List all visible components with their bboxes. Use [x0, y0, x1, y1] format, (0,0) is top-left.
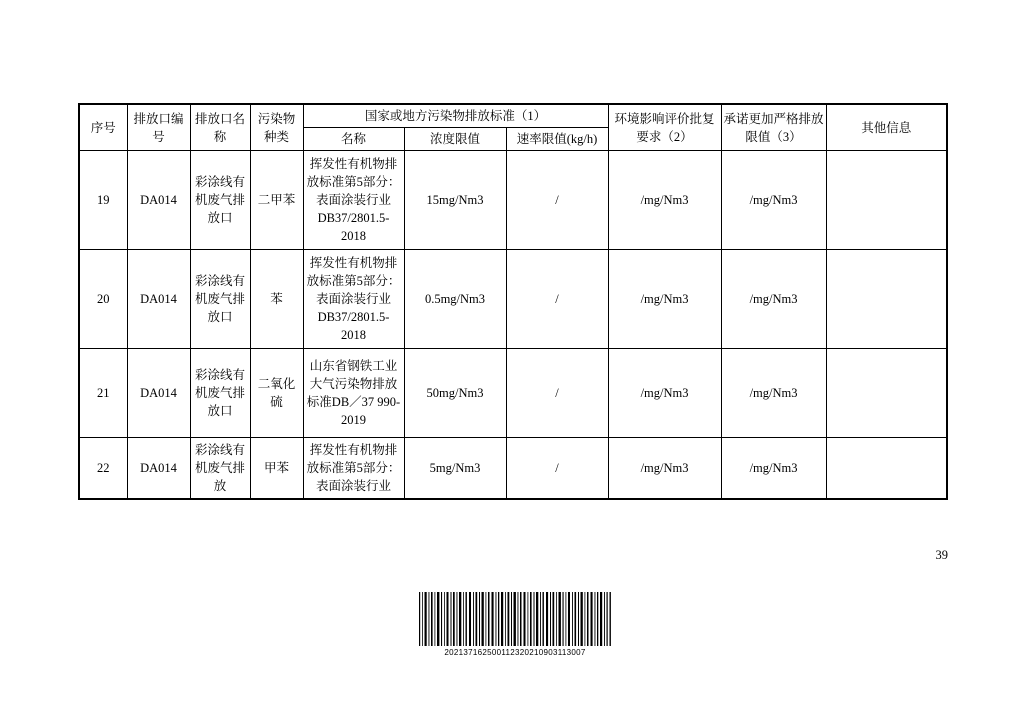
barcode-image — [418, 592, 612, 646]
header-seq: 序号 — [79, 104, 127, 151]
table-row — [79, 151, 947, 250]
cell-outlet-code: DA014 — [127, 438, 190, 500]
cell-other-info — [826, 349, 947, 438]
cell-seq: 19 — [79, 151, 127, 250]
table-row — [79, 349, 947, 438]
header-standard-name: 名称 — [303, 128, 404, 151]
cell-concentration-limit: 5mg/Nm3 — [404, 438, 506, 500]
cell-seq: 20 — [79, 250, 127, 349]
header-eia-requirement: 环境影响评价批复要求（2） — [608, 104, 721, 151]
cell-eia-requirement: /mg/Nm3 — [608, 349, 721, 438]
cell-pollutant: 二氧化硫 — [250, 349, 303, 438]
cell-stricter-commitment: /mg/Nm3 — [721, 250, 826, 349]
header-outlet-name: 排放口名称 — [190, 104, 250, 151]
cell-stricter-commitment: /mg/Nm3 — [721, 438, 826, 500]
cell-rate-limit: / — [506, 349, 608, 438]
cell-rate-limit: / — [506, 250, 608, 349]
cell-seq: 22 — [79, 438, 127, 500]
cell-concentration-limit: 50mg/Nm3 — [404, 349, 506, 438]
header-national-local-standard: 国家或地方污染物排放标准（1） — [303, 104, 608, 128]
header-stricter-commitment: 承诺更加严格排放限值（3） — [721, 104, 826, 151]
cell-other-info — [826, 250, 947, 349]
cell-stricter-commitment: /mg/Nm3 — [721, 151, 826, 250]
header-outlet-code: 排放口编号 — [127, 104, 190, 151]
cell-stricter-commitment: /mg/Nm3 — [721, 349, 826, 438]
cell-outlet-code: DA014 — [127, 250, 190, 349]
table-row — [79, 438, 947, 500]
table-row — [79, 250, 947, 349]
cell-outlet-name: 彩涂线有机废气排放口 — [190, 349, 250, 438]
cell-other-info — [826, 438, 947, 500]
table-header-row-1 — [79, 104, 947, 128]
cell-outlet-code: DA014 — [127, 151, 190, 250]
cell-pollutant: 二甲苯 — [250, 151, 303, 250]
cell-pollutant: 甲苯 — [250, 438, 303, 500]
cell-concentration-limit: 15mg/Nm3 — [404, 151, 506, 250]
header-rate-limit: 速率限值(kg/h) — [506, 128, 608, 151]
cell-pollutant: 苯 — [250, 250, 303, 349]
cell-eia-requirement: /mg/Nm3 — [608, 250, 721, 349]
cell-outlet-name: 彩涂线有机废气排放 — [190, 438, 250, 500]
emissions-table-container — [78, 103, 946, 500]
cell-standard-name: 挥发性有机物排放标准第5部分：表面涂装行业 — [303, 438, 404, 500]
page-number: 39 — [935, 548, 948, 562]
cell-eia-requirement: /mg/Nm3 — [608, 151, 721, 250]
header-other-info: 其他信息 — [826, 104, 947, 151]
cell-outlet-code: DA014 — [127, 349, 190, 438]
cell-outlet-name: 彩涂线有机废气排放口 — [190, 250, 250, 349]
cell-eia-requirement: /mg/Nm3 — [608, 438, 721, 500]
cell-concentration-limit: 0.5mg/Nm3 — [404, 250, 506, 349]
cell-standard-name: 挥发性有机物排放标准第5部分：表面涂装行业DB37/2801.5-2018 — [303, 151, 404, 250]
cell-standard-name: 挥发性有机物排放标准第5部分：表面涂装行业DB37/2801.5-2018 — [303, 250, 404, 349]
barcode — [418, 592, 612, 657]
cell-rate-limit: / — [506, 151, 608, 250]
cell-rate-limit: / — [506, 438, 608, 500]
cell-standard-name: 山东省钢铁工业大气污染物排放标准DB／37 990-2019 — [303, 349, 404, 438]
cell-outlet-name: 彩涂线有机废气排放口 — [190, 151, 250, 250]
barcode-caption: 202137162500112320210903113007 — [444, 648, 586, 657]
cell-other-info — [826, 151, 947, 250]
cell-seq: 21 — [79, 349, 127, 438]
emissions-table — [78, 103, 948, 500]
header-pollutant: 污染物种类 — [250, 104, 303, 151]
header-concentration-limit: 浓度限值 — [404, 128, 506, 151]
